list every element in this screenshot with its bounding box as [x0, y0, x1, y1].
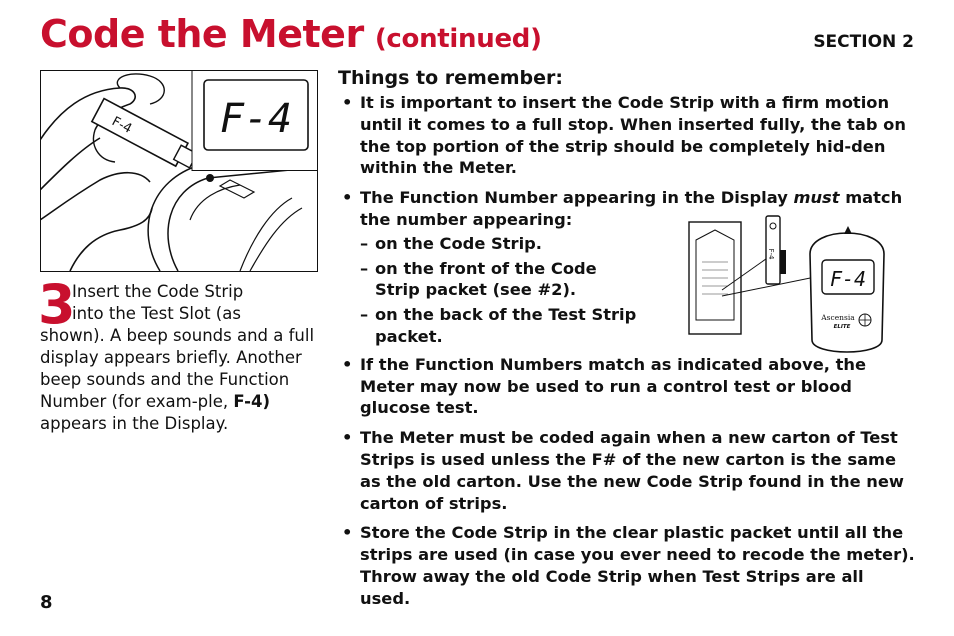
sub-item-text: on the Code Strip.: [375, 233, 542, 253]
section-label: SECTION 2: [813, 32, 914, 52]
packet-strip-meter-illustration: [688, 212, 916, 356]
bullet-dot: •: [342, 93, 353, 112]
step-3-text: [40, 281, 326, 435]
sub-item-text: on the front of the Code Strip packet (see #2).: [375, 258, 597, 300]
dash: –: [360, 233, 369, 253]
title-main: Code the Meter: [40, 12, 364, 56]
display-code: F-4: [219, 96, 293, 142]
slot-dot: [206, 174, 214, 182]
model-name: ELITE: [833, 324, 851, 330]
bullet-dot: •: [342, 428, 353, 448]
bullet-text: The Function Number appearing in the Display: [360, 188, 794, 208]
sub-item: [338, 304, 655, 348]
sub-item: [338, 233, 675, 255]
bullet-dot: •: [342, 523, 353, 543]
bullet-item: [338, 354, 918, 419]
bullet-text: Store the Code Strip in the clear plastic packet until all the strips are used (in case you ever need to recode the meter). Throw away the old Code Strip when Test Strips are all used.: [360, 523, 915, 608]
bullet-dot: •: [342, 188, 353, 208]
bullet-item: [338, 427, 918, 514]
step-line-2: into the Test Slot (as: [72, 304, 241, 323]
bullet-item: [338, 522, 918, 609]
code-strip-label: F-4: [109, 114, 135, 137]
bullet-emphasis: must: [793, 188, 840, 208]
step-text-bold: F-4): [233, 392, 270, 411]
strip-label: F-4: [767, 248, 775, 260]
bullet-text: If the Function Numbers match as indicated above, the Meter may now be used to run a control test or blood glucose test.: [360, 354, 867, 418]
things-heading: Things to remember:: [338, 67, 563, 89]
page-title: [40, 12, 542, 56]
dash: –: [360, 305, 369, 325]
brand-name: Ascensia: [821, 313, 855, 322]
step-text-part2: appears in the Display.: [40, 414, 229, 433]
sub-item-text: on the back of the Test Strip packet.: [375, 305, 637, 346]
bullet-item: [338, 92, 918, 179]
step-line-1: Insert the Code Strip: [72, 282, 244, 301]
page-number: 8: [40, 592, 53, 613]
step-text-part1: shown). A beep sounds and a full display appears briefly. Another beep sounds and the Function Number (for exam-ple,: [40, 326, 315, 411]
step-number: 3: [38, 273, 76, 336]
insert-code-strip-illustration: [40, 70, 318, 272]
dash: –: [360, 258, 369, 278]
bullet-text: It is important to insert the Code Strip with a firm motion until it comes to a full stop. When inserted fully, the tab on the top portion of the strip should be completely hid-den within the Meter.: [360, 93, 906, 178]
sub-item: [338, 258, 635, 302]
bullet-text: The Meter must be coded again when a new carton of Test Strips is used unless the F# of the new carton is the same as the old carton. Use the new Code Strip found in the new carton of strips.: [360, 428, 904, 513]
bullet-dot: •: [342, 354, 353, 374]
title-continued: (continued): [374, 24, 542, 54]
bullet-text: match the number appearing:: [360, 188, 903, 229]
meter-display-code: F-4: [829, 267, 867, 291]
